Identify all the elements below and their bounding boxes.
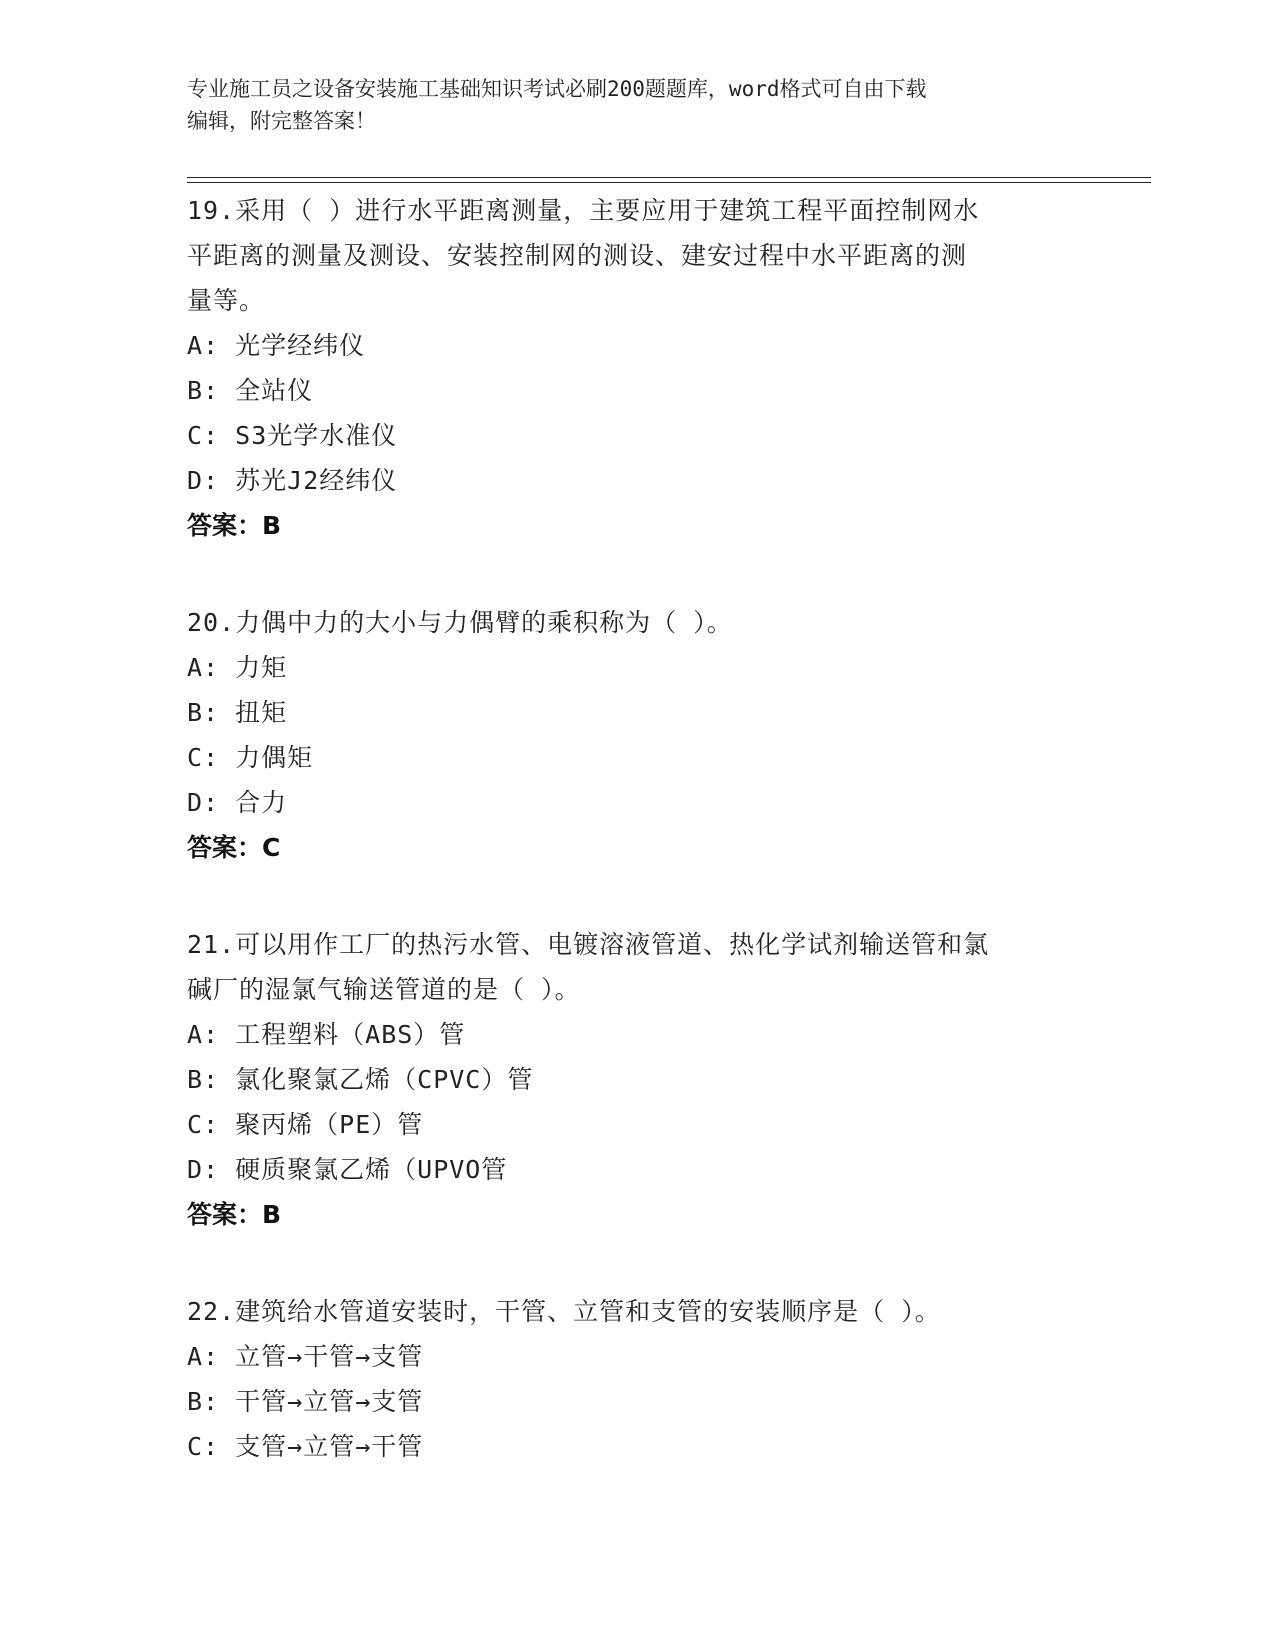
option-a: A: 立管→干管→支管 <box>187 1342 424 1371</box>
question-text-line: 平距离的测量及测设、安装控制网的测设、建安过程中水平距离的测 <box>187 241 968 270</box>
option-c: C: 聚丙烯（PE）管 <box>187 1110 424 1139</box>
option-c: C: 支管→立管→干管 <box>187 1432 424 1461</box>
question-text-line: 22.建筑给水管道安装时，干管、立管和支管的安装顺序是（ ）。 <box>187 1297 941 1326</box>
option-b: B: 全站仪 <box>187 376 314 405</box>
question-text-line: 20.力偶中力的大小与力偶臂的乘积称为（ ）。 <box>187 608 733 637</box>
question-text <box>187 600 1087 645</box>
header-line-1: 专业施工员之设备安装施工基础知识考试必刷200题题库，word格式可自由下载 <box>187 77 927 101</box>
document-header <box>187 73 1087 137</box>
question-21 <box>187 922 1087 1237</box>
option-b: B: 干管→立管→支管 <box>187 1387 424 1416</box>
question-text-line: 19.采用（ ）进行水平距离测量，主要应用于建筑工程平面控制网水 <box>187 196 980 225</box>
question-text-line: 量等。 <box>187 286 266 315</box>
option-d: D: 硬质聚氯乙烯（UPVO管 <box>187 1155 508 1184</box>
option-d: D: 合力 <box>187 788 288 817</box>
answer: 答案：B <box>187 1200 282 1229</box>
answer: 答案：B <box>187 511 282 540</box>
header-rule-bottom <box>187 182 1151 183</box>
question-19 <box>187 188 1087 548</box>
option-b: B: 氯化聚氯乙烯（CPVC）管 <box>187 1065 534 1094</box>
question-text-line: 21.可以用作工厂的热污水管、电镀溶液管道、热化学试剂输送管和氯 <box>187 930 990 959</box>
header-rule-top <box>187 177 1151 178</box>
question-20 <box>187 600 1087 870</box>
question-list <box>187 188 1087 1521</box>
question-text-line: 碱厂的湿氯气输送管道的是（ ）。 <box>187 975 581 1004</box>
option-b: B: 扭矩 <box>187 698 288 727</box>
question-text <box>187 922 1087 1012</box>
header-line-2: 编辑，附完整答案！ <box>187 109 376 133</box>
question-text <box>187 1289 1087 1334</box>
option-d: D: 苏光J2经纬仪 <box>187 466 398 495</box>
option-c: C: S3光学水准仪 <box>187 421 398 450</box>
answer: 答案：C <box>187 833 281 862</box>
question-22 <box>187 1289 1087 1469</box>
option-a: A: 工程塑料（ABS）管 <box>187 1020 466 1049</box>
option-a: A: 力矩 <box>187 653 288 682</box>
question-text <box>187 188 1087 323</box>
option-c: C: 力偶矩 <box>187 743 314 772</box>
option-a: A: 光学经纬仪 <box>187 331 366 360</box>
